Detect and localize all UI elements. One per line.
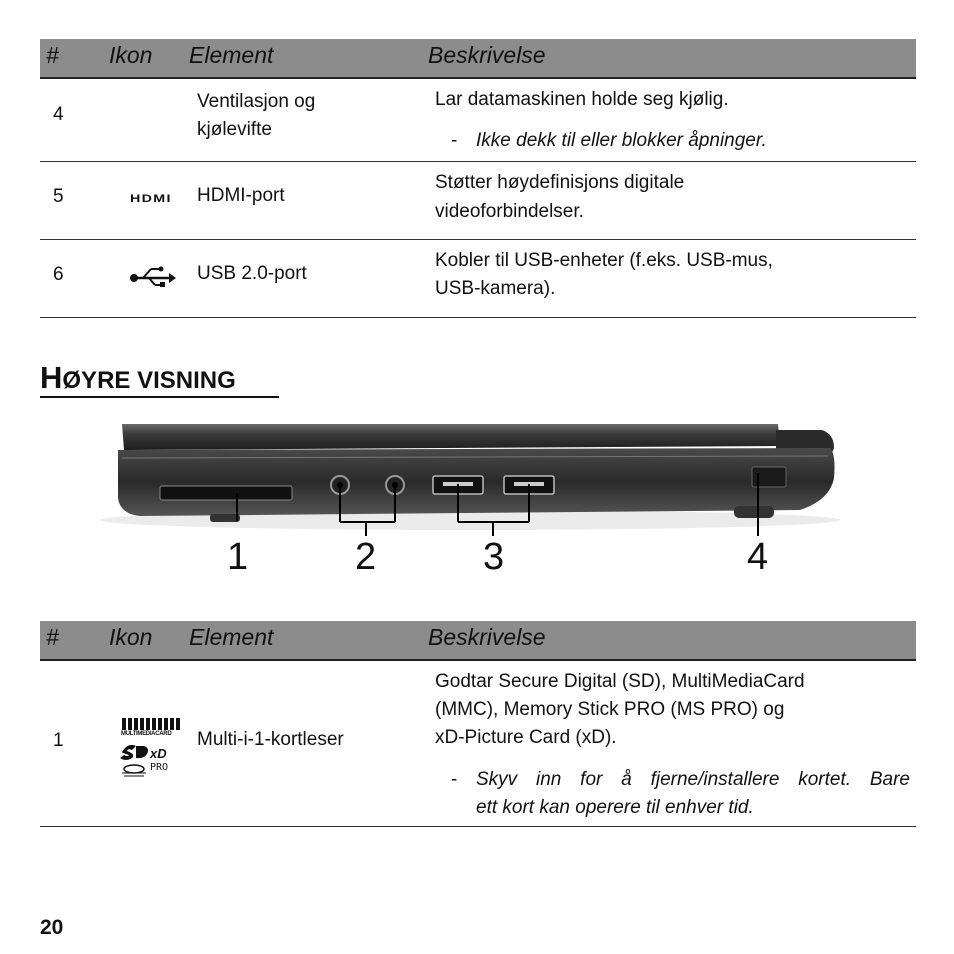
- row-element: kjølevifte: [197, 119, 272, 140]
- mmc-text: MULTIMEDIACARD: [121, 731, 172, 737]
- row-element: HDMI-port: [197, 185, 285, 206]
- usb-icon: [129, 264, 177, 290]
- row-description: videoforbindelser.: [435, 201, 584, 222]
- table-row: [40, 661, 916, 827]
- table-row: [40, 79, 916, 162]
- header-description: Beskrivelse: [428, 624, 546, 650]
- header-element: Element: [189, 624, 274, 650]
- header-icon: Ikon: [109, 624, 153, 650]
- header-number: #: [46, 624, 59, 650]
- row-description: xD-Picture Card (xD).: [435, 727, 617, 748]
- row-description: USB-kamera).: [435, 278, 556, 299]
- section-title: HØYRE VISNING: [40, 360, 236, 395]
- row-note: Ikke dekk til eller blokker åpninger.: [476, 130, 767, 151]
- page-number: 20: [40, 916, 64, 939]
- row-element: Ventilasjon og: [197, 91, 316, 112]
- row-description: (MMC), Memory Stick PRO (MS PRO) og: [435, 699, 785, 720]
- row-number: 1: [53, 730, 64, 751]
- row-number: 5: [53, 186, 64, 207]
- callout-4: 4: [747, 536, 769, 578]
- note-dash: -: [451, 769, 458, 790]
- card-reader-icon: [120, 718, 182, 782]
- table-header: [40, 39, 916, 79]
- row-description: Støtter høydefinisjons digitale: [435, 172, 685, 193]
- row-element: USB 2.0-port: [197, 263, 307, 284]
- sd-xd-ms-logos: [120, 740, 184, 782]
- callout-3: 3: [483, 536, 505, 578]
- mmc-logo: [122, 718, 182, 730]
- row-number: 4: [53, 104, 64, 125]
- note-dash: -: [451, 130, 458, 151]
- row-note: Skyv inn for å fjerne/installere kortet. Bare: [476, 769, 910, 790]
- table-header: [40, 621, 916, 661]
- header-number: #: [46, 42, 59, 68]
- header-element: Element: [189, 42, 274, 68]
- laptop-right-side-image: [100, 418, 840, 588]
- svg-text:xD: xD: [150, 746, 167, 761]
- title-underline: [40, 396, 279, 398]
- ports-table-left: [40, 39, 916, 318]
- row-description: Kobler til USB-enheter (f.eks. USB-mus,: [435, 250, 773, 271]
- header-icon: Ikon: [109, 42, 153, 68]
- row-description: Godtar Secure Digital (SD), MultiMediaCard: [435, 671, 805, 692]
- row-description: Lar datamaskinen holde seg kjølig.: [435, 89, 729, 110]
- table-row: [40, 240, 916, 318]
- callout-1: 1: [227, 536, 249, 578]
- table-row: [40, 162, 916, 240]
- hdmi-icon: HDMI: [130, 193, 172, 205]
- row-element: Multi-i-1-kortleser: [197, 729, 344, 750]
- header-description: Beskrivelse: [428, 42, 546, 68]
- pro-text: PRO: [150, 762, 169, 773]
- ports-table-right: [40, 621, 916, 827]
- row-note: ett kort kan operere til enhver tid.: [476, 797, 754, 818]
- callout-2: 2: [355, 536, 377, 578]
- row-number: 6: [53, 264, 64, 285]
